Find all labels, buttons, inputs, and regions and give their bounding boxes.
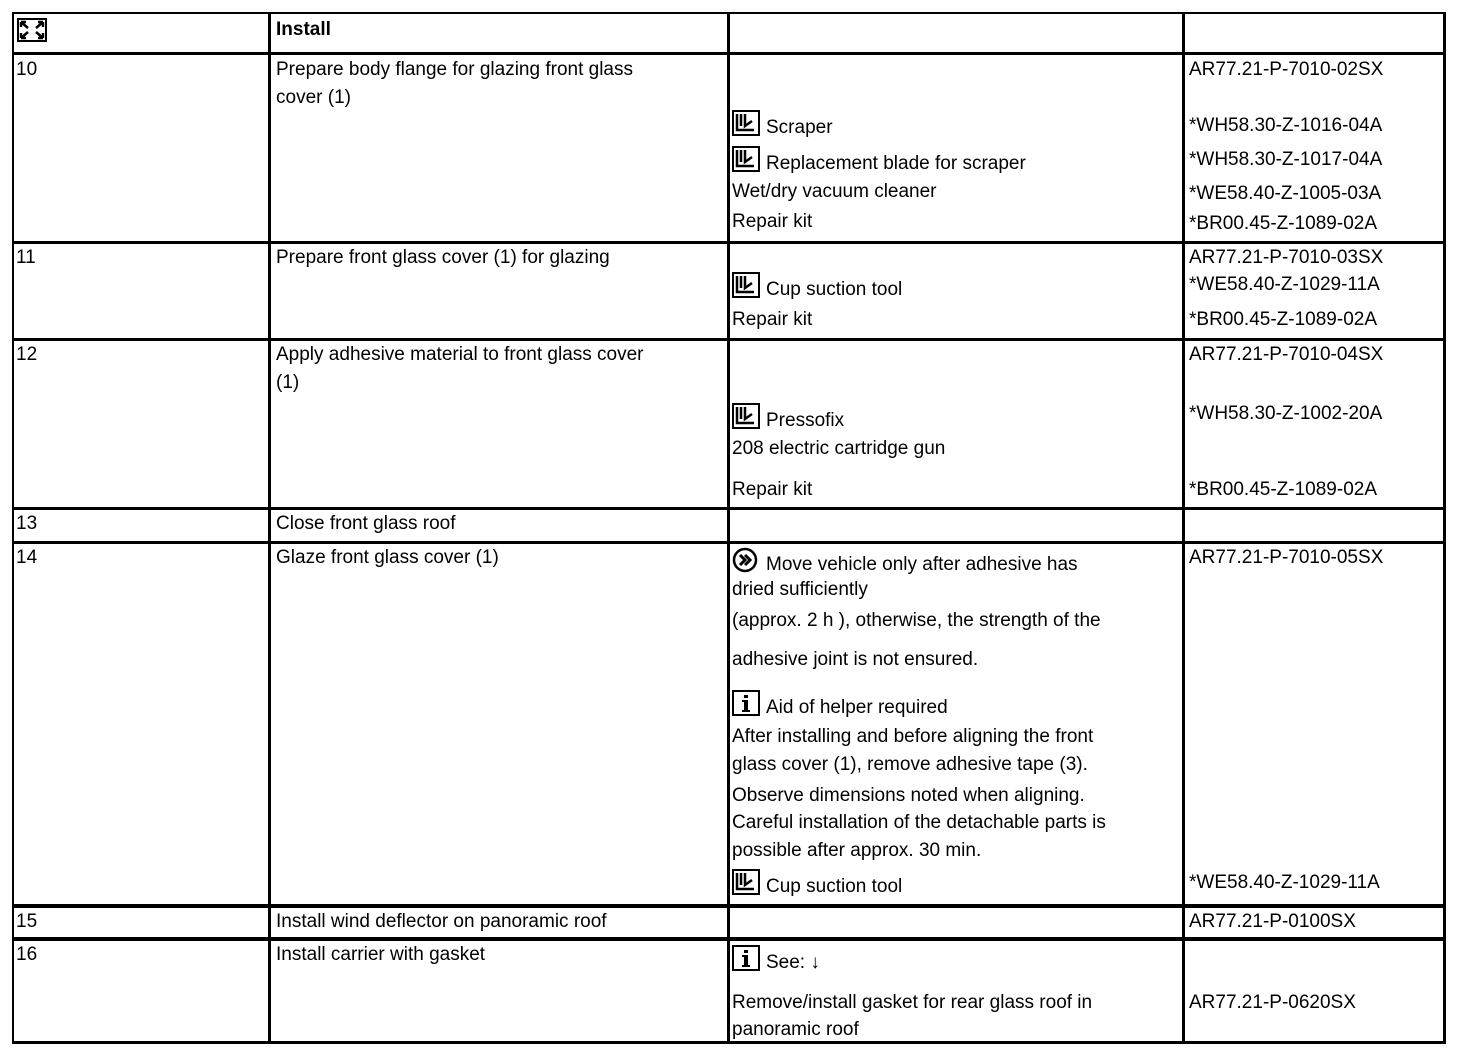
- operation-text: Prepare front glass cover (1) for glazing: [276, 247, 610, 268]
- document-reference-link[interactable]: AR77.21-P-7010-05SX: [1189, 547, 1384, 568]
- grid-line: [1182, 12, 1185, 1044]
- tools-cell: [730, 544, 1183, 905]
- grid-line: [1443, 12, 1446, 1044]
- tool-item: Repair kit: [732, 211, 813, 232]
- tool-reference-link[interactable]: *WH58.30-Z-1016-04A: [1189, 115, 1383, 136]
- document-reference-link[interactable]: AR77.21-P-0100SX: [1189, 911, 1356, 932]
- tool-reference-link[interactable]: *WH58.30-Z-1002-20A: [1189, 403, 1383, 424]
- info-note[interactable]: [732, 945, 820, 980]
- note-text: Move vehicle only after adhesive has: [766, 554, 1078, 575]
- document-reference-link[interactable]: AR77.21-P-7010-02SX: [1189, 59, 1384, 80]
- tool-label: Cup suction tool: [766, 876, 903, 897]
- step-number: 13: [16, 513, 38, 534]
- reference-cell: [1185, 908, 1446, 939]
- grid-line: [12, 12, 14, 1044]
- operation-text: Close front glass roof: [276, 513, 456, 534]
- operation-text: Prepare body flange for glazing front glass: [276, 59, 633, 80]
- operation-cell: [270, 341, 728, 508]
- tool-item: Repair kit: [732, 479, 813, 500]
- note-text: dried sufficiently: [732, 579, 868, 600]
- tool-icon: [732, 110, 760, 145]
- tools-cell: [730, 54, 1183, 242]
- header-cell-operation: [270, 12, 728, 52]
- reference-cell: [1185, 544, 1446, 905]
- info-icon: [732, 945, 760, 980]
- procedure-table: [12, 12, 1446, 1044]
- info-note: [732, 690, 948, 725]
- operation-cell: [270, 510, 728, 541]
- tool-reference-link[interactable]: *WE58.40-Z-1029-11A: [1189, 274, 1380, 295]
- tool-icon: [732, 869, 760, 904]
- note-text: (approx. 2 h ), otherwise, the strength of the: [732, 610, 1101, 631]
- tool-item: [732, 869, 902, 904]
- tool-reference-link[interactable]: *WH58.30-Z-1017-04A: [1189, 149, 1383, 170]
- operation-text: Apply adhesive material to front glass cover: [276, 344, 644, 365]
- tools-cell: [730, 341, 1183, 508]
- step-cell: [12, 908, 270, 939]
- note-text: Remove/install gasket for rear glass roof in: [732, 992, 1093, 1013]
- operation-cell: [270, 941, 728, 1042]
- header-install-label: Install: [276, 19, 331, 40]
- note-text: adhesive joint is not ensured.: [732, 649, 979, 670]
- tool-label: Cup suction tool: [766, 279, 903, 300]
- step-number: 14: [16, 547, 38, 568]
- grid-line: [268, 12, 271, 1044]
- tools-cell: [730, 941, 1183, 1042]
- note-text: Aid of helper required: [766, 697, 948, 718]
- reference-cell: [1185, 54, 1446, 242]
- reference-cell: [1185, 941, 1446, 1042]
- step-number: 10: [16, 59, 38, 80]
- reference-cell: [1185, 244, 1446, 339]
- header-cell-step: [12, 12, 270, 52]
- tool-item: [732, 146, 1026, 181]
- note-text: glass cover (1), remove adhesive tape (3).: [732, 754, 1088, 775]
- tool-item: [732, 110, 833, 145]
- tool-item: 208 electric cartridge gun: [732, 438, 946, 459]
- tool-icon: [732, 272, 760, 307]
- document-reference-link[interactable]: AR77.21-P-7010-03SX: [1189, 247, 1384, 268]
- note-text: Careful installation of the detachable parts is: [732, 812, 1106, 833]
- note-text: panoramic roof: [732, 1019, 859, 1040]
- tool-item: [732, 403, 844, 438]
- tool-item: Repair kit: [732, 309, 813, 330]
- reference-cell: [1185, 341, 1446, 508]
- note-text: After installing and before aligning the front: [732, 726, 1094, 747]
- step-number: 11: [16, 247, 36, 268]
- operation-cell: [270, 244, 728, 339]
- tool-reference-link[interactable]: *WE58.40-Z-1029-11A: [1189, 872, 1380, 893]
- info-icon: [732, 690, 760, 725]
- operation-cell: [270, 908, 728, 939]
- tools-cell: [730, 244, 1183, 339]
- note-text: Observe dimensions noted when aligning.: [732, 785, 1085, 806]
- note-text: possible after approx. 30 min.: [732, 840, 982, 861]
- grid-line: [727, 12, 730, 1044]
- operation-cell: [270, 544, 728, 905]
- step-number: 16: [16, 944, 38, 965]
- step-cell: [12, 341, 270, 508]
- operation-text: Install carrier with gasket: [276, 944, 486, 965]
- step-cell: [12, 941, 270, 1042]
- document-reference-link[interactable]: AR77.21-P-7010-04SX: [1189, 344, 1384, 365]
- tool-item: [732, 272, 902, 307]
- tool-icon: [732, 146, 760, 181]
- step-cell: [12, 54, 270, 242]
- step-cell: [12, 544, 270, 905]
- tool-reference-link[interactable]: *BR00.45-Z-1089-02A: [1189, 479, 1377, 500]
- tool-reference-link[interactable]: *BR00.45-Z-1089-02A: [1189, 213, 1377, 234]
- step-cell: [12, 244, 270, 339]
- operation-text: Install wind deflector on panoramic roof: [276, 911, 607, 932]
- tool-label: Scraper: [766, 117, 833, 138]
- operation-cell: [270, 54, 728, 242]
- see-reference-link[interactable]: See: ↓: [766, 952, 820, 973]
- collapse-icon[interactable]: [17, 18, 47, 51]
- operation-text: (1): [276, 372, 300, 393]
- tool-item: Wet/dry vacuum cleaner: [732, 181, 937, 202]
- step-number: 12: [16, 344, 38, 365]
- operation-text: Glaze front glass cover (1): [276, 547, 499, 568]
- tool-icon: [732, 403, 760, 438]
- document-reference-link[interactable]: AR77.21-P-0620SX: [1189, 992, 1356, 1013]
- operation-text: cover (1): [276, 87, 351, 108]
- tool-reference-link[interactable]: *WE58.40-Z-1005-03A: [1189, 183, 1382, 204]
- step-number: 15: [16, 911, 38, 932]
- step-cell: [12, 510, 270, 541]
- tool-label: Replacement blade for scraper: [766, 153, 1026, 174]
- tool-reference-link[interactable]: *BR00.45-Z-1089-02A: [1189, 309, 1377, 330]
- tool-label: Pressofix: [766, 410, 845, 431]
